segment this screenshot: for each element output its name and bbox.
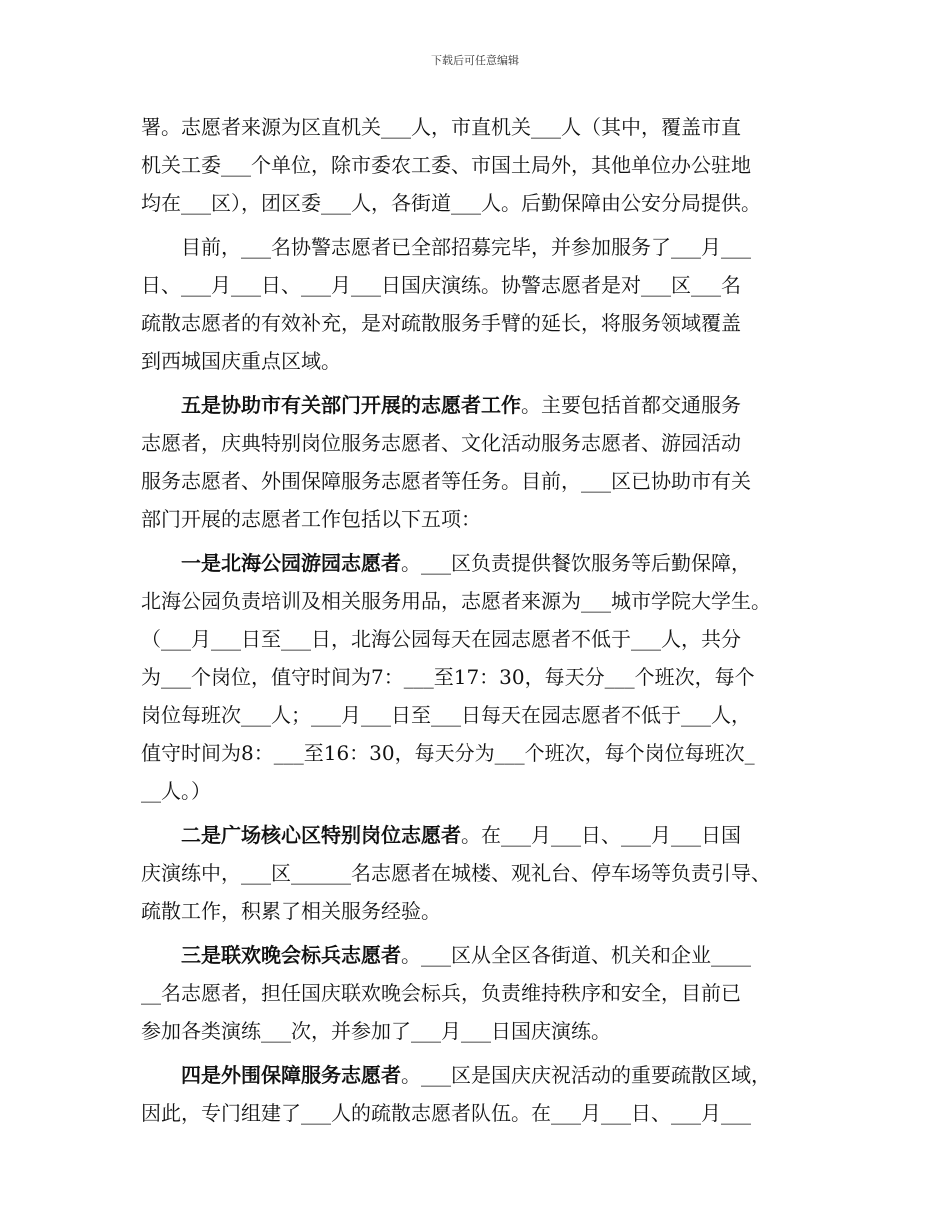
item-heading-line bbox=[141, 544, 821, 582]
page-header: 下载后可任意编辑 bbox=[431, 54, 519, 67]
item-heading: 四是外围保障服务志愿者 bbox=[181, 1063, 401, 1087]
text-line: 北海公园负责培训及相关服务用品，志愿者来源为___城市学院大学生。 bbox=[141, 589, 771, 613]
section-heading-line bbox=[141, 386, 821, 424]
text-line: 署。志愿者来源为区直机关___人，市直机关___人（其中，覆盖市直 bbox=[141, 115, 741, 139]
text-line: （___月___日至___日，北海公园每天在园志愿者不低于___人，共分 bbox=[141, 627, 741, 651]
text-line: 参加各类演练___次，并参加了___月___日国庆演练。 bbox=[141, 1019, 611, 1043]
text-line: 疏散志愿者的有效补充，是对疏散服务手臂的延长，将服务领域覆盖 bbox=[141, 311, 741, 335]
text-line: 到西城国庆重点区域。 bbox=[141, 349, 341, 373]
text-line: 值守时间为8：___至16：30，每天分为___个班次，每个岗位每班次_ bbox=[141, 741, 755, 765]
text-line: 部门开展的志愿者工作包括以下五项： bbox=[141, 507, 481, 531]
text-line: 岗位每班次___人；___月___日至___日每天在园志愿者不低于___人， bbox=[141, 703, 751, 727]
text-line: 机关工委___个单位，除市委农工委、市国土局外，其他单位办公驻地 bbox=[141, 153, 751, 177]
item-text: 。在___月___日、___月___日国 bbox=[461, 823, 741, 847]
text-line: 疏散工作，积累了相关服务经验。 bbox=[141, 899, 441, 923]
text-line: 目前，___名协警志愿者已全部招募完毕，并参加服务了___月___ bbox=[141, 235, 751, 259]
section-heading: 五是协助市有关部门开展的志愿者工作 bbox=[181, 393, 521, 417]
text-line: 庆演练中，___区______名志愿者在城楼、观礼台、停车场等负责引导、 bbox=[141, 861, 771, 885]
text-line: 日、___月___日、___月___日国庆演练。协警志愿者是对___区___名 bbox=[141, 273, 741, 297]
item-text: 。___区是国庆庆祝活动的重要疏散区域， bbox=[401, 1063, 771, 1087]
text-line: 服务志愿者、外围保障服务志愿者等任务。目前，___区已协助市有关 bbox=[141, 469, 751, 493]
item-heading-line bbox=[141, 816, 821, 854]
text-line: 为___个岗位，值守时间为7：___至17：30，每天分___个班次，每个 bbox=[141, 665, 755, 689]
item-heading: 三是联欢晚会标兵志愿者 bbox=[181, 943, 401, 967]
item-text: 。___区从全区各街道、机关和企业____ bbox=[401, 943, 751, 967]
text-line: 均在___区），团区委___人，各街道___人。后勤保障由公安分局提供。 bbox=[141, 191, 761, 215]
item-text: 。___区负责提供餐饮服务等后勤保障， bbox=[401, 551, 751, 575]
text-line: 因此，专门组建了___人的疏散志愿者队伍。在___月___日、___月___ bbox=[141, 1101, 751, 1125]
item-heading: 二是广场核心区特别岗位志愿者 bbox=[181, 823, 461, 847]
text-line: __人。） bbox=[141, 779, 211, 803]
section-text: 。主要包括首都交通服务 bbox=[521, 393, 741, 417]
item-heading-line bbox=[141, 936, 821, 974]
item-heading: 一是北海公园游园志愿者 bbox=[181, 551, 401, 575]
text-line: __名志愿者，担任国庆联欢晚会标兵，负责维持秩序和安全，目前已 bbox=[141, 981, 741, 1005]
text-line: 志愿者，庆典特别岗位服务志愿者、文化活动服务志愿者、游园活动 bbox=[141, 431, 741, 455]
item-heading-line bbox=[141, 1056, 821, 1094]
document-body bbox=[141, 108, 821, 1132]
